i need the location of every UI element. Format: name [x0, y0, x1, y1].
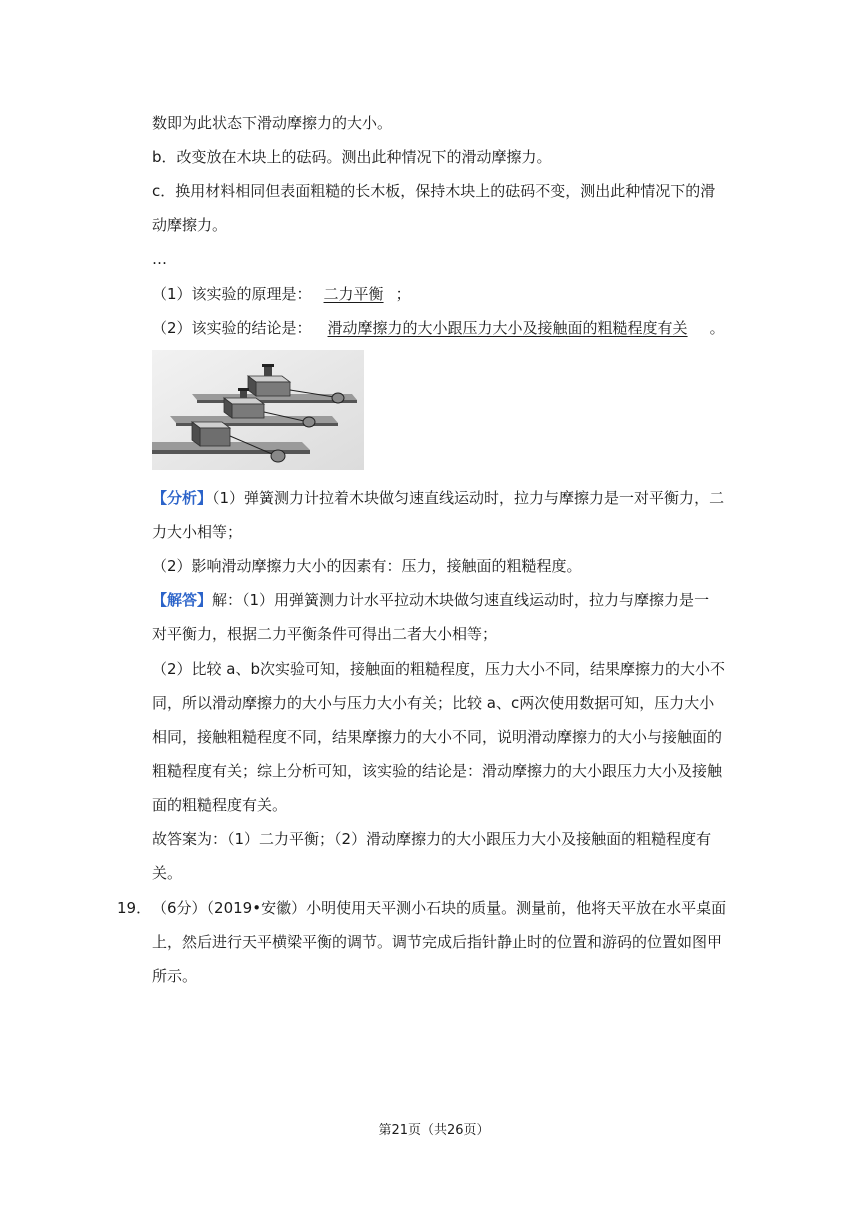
text-line: 面的粗糙程度有关。 — [152, 796, 288, 814]
ellipsis-line: … — [152, 250, 167, 268]
experiment-figure — [152, 350, 364, 470]
text-line: 数即为此状态下滑动摩擦力的大小。 — [152, 114, 393, 132]
text-line: c．换用材料相同但表面粗糙的长木板，保持木块上的砝码不变，测出此种情况下的滑 — [152, 182, 716, 200]
text-line: b．改变放在木块上的砝码。测出此种情况下的滑动摩擦力。 — [152, 148, 552, 166]
question-1-answer-blank: 二力平衡 — [323, 285, 384, 303]
question-2-prefix: （2）该实验的结论是： — [152, 319, 312, 337]
text-line: 同，所以滑动摩擦力的大小与压力大小有关；比较 a、c两次使用数据可知，压力大小 — [152, 694, 715, 712]
text-line: 动摩擦力。 — [152, 216, 228, 234]
text-line: 对平衡力，根据二力平衡条件可得出二者大小相等； — [152, 625, 498, 643]
board-bottom — [152, 442, 310, 454]
solution-line — [152, 590, 709, 610]
analysis-tag: 【分析】 — [152, 489, 213, 507]
answer-summary-line: 故答案为：（1）二力平衡；（2）滑动摩擦力的大小跟压力大小及接触面的粗糙程度有 — [152, 830, 712, 848]
question-19-text: （6分）（2019•安徽）小明使用天平测小石块的质量。测量前，他将天平放在水平桌面 — [152, 899, 727, 917]
question-2-answer-blank: 滑动摩擦力的大小跟压力大小及接触面的粗糙程度有关 — [327, 319, 688, 337]
text-line: 上，然后进行天平横梁平衡的调节。调节完成后指针静止时的位置和游码的位置如图甲 — [152, 933, 723, 951]
question-2-suffix: 。 — [709, 319, 725, 337]
analysis-text: （1）弹簧测力计拉着木块做匀速直线运动时，拉力与摩擦力是一对平衡力，二 — [212, 489, 725, 507]
solution-tag: 【解答】 — [152, 591, 213, 609]
text-line: 相同，接触粗糙程度不同，结果摩擦力的大小不同，说明滑动摩擦力的大小与接触面的 — [152, 728, 723, 746]
analysis-line — [152, 488, 724, 508]
question-19-number: 19． — [117, 899, 152, 917]
solution-text: 解：（1）用弹簧测力计水平拉动木块做匀速直线运动时，拉力与摩擦力是一 — [212, 591, 710, 609]
page-footer: 第21页（共26页） — [378, 1123, 490, 1138]
text-line: 所示。 — [152, 967, 198, 985]
text-line: （2）影响滑动摩擦力大小的因素有：压力，接触面的粗糙程度。 — [152, 557, 582, 575]
text-line: （2）比较 a、b次实验可知，接触面的粗糙程度，压力大小不同，结果摩擦力的大小不 — [152, 660, 726, 678]
question-1-prefix: （1）该实验的原理是： — [152, 285, 312, 303]
text-line: 关。 — [152, 864, 183, 882]
text-line: 力大小相等； — [152, 523, 243, 541]
question-1-suffix: ； — [395, 285, 411, 303]
question-2-line — [152, 318, 725, 338]
question-1-line — [152, 284, 411, 304]
text-line: 粗糙程度有关；综上分析可知，该实验的结论是：滑动摩擦力的大小跟压力大小及接触 — [152, 762, 723, 780]
